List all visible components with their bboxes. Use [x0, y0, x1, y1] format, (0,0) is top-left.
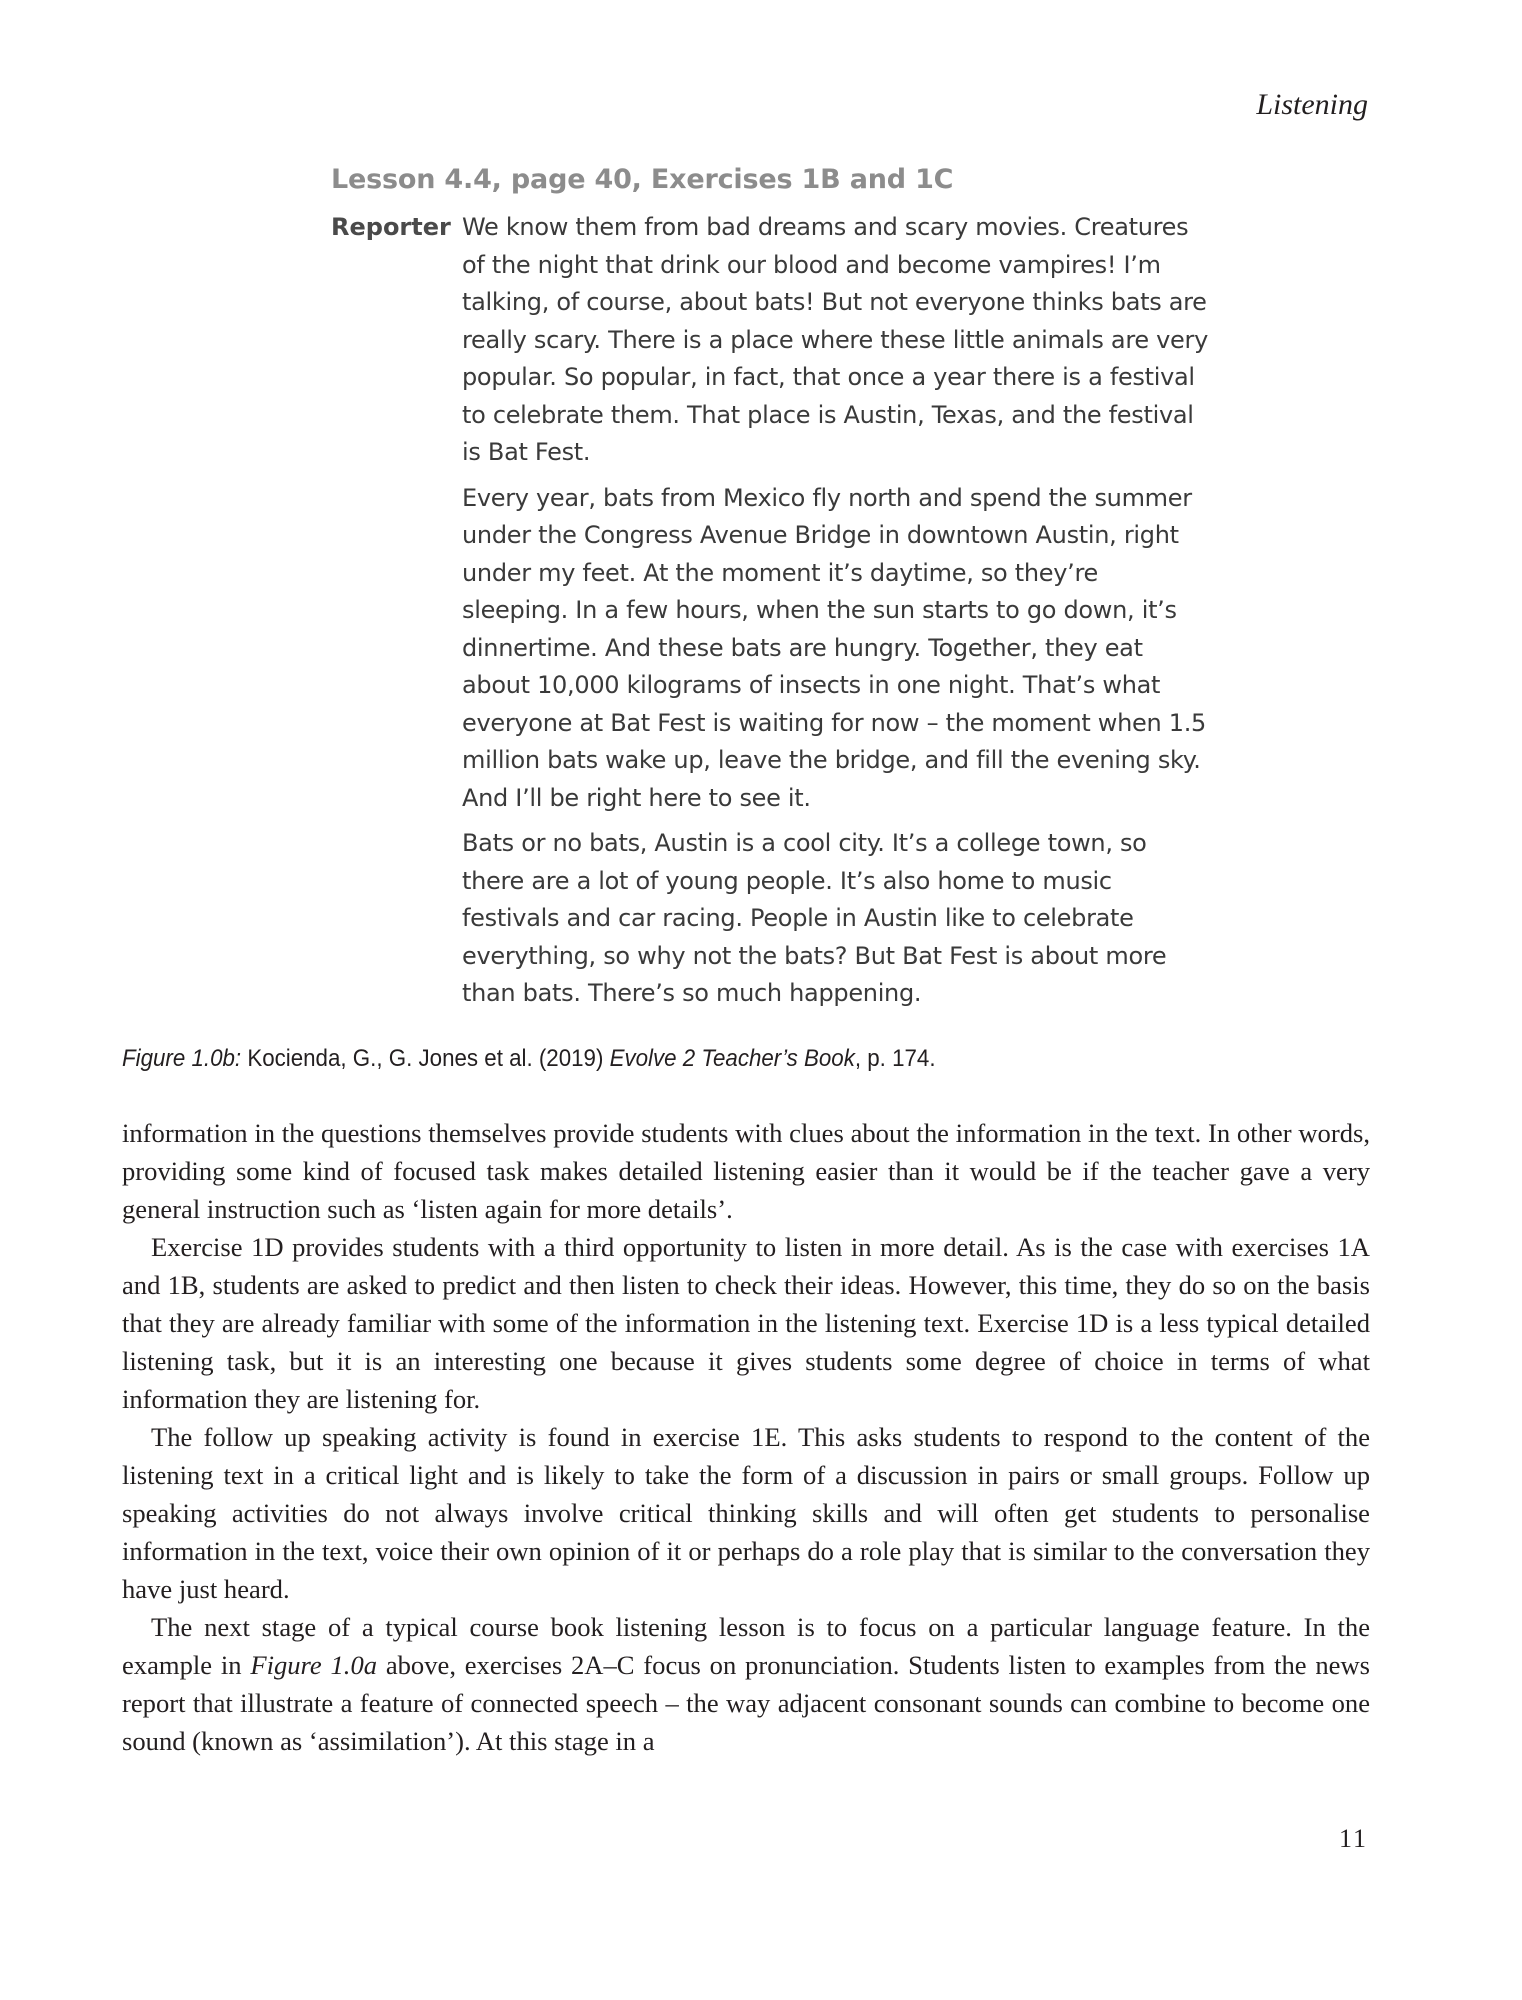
speech-text: [462, 209, 1211, 1021]
running-head: Listening: [1256, 88, 1368, 121]
transcript-paragraph: Bats or no bats, Austin is a cool city. It’s a college town, so there are a lot of young people. It’s also home to music festivals and car racing. People in Austin like to celebrate everything, so why not the bats? But Bat Fest is about more than bats. There’s so much happening.: [462, 829, 1167, 1007]
transcript: [331, 209, 1211, 1021]
caption-label: Figure 1.0b:: [122, 1045, 242, 1072]
body-paragraph: Exercise 1D provides students with a third opportunity to listen in more detail. As is the case with exercises 1A and 1B, students are asked to predict and then listen to check their ideas. However, this time, they do so on the basis that they are already familiar with some of the information in the listening text. Exercise 1D is a less typical detailed listening task, but it is an interesting one because it gives students some degree of choice in terms of what information they are listening for.: [122, 1232, 1370, 1414]
caption-page: , p. 174.: [854, 1045, 936, 1072]
transcript-paragraph: We know them from bad dreams and scary movies. Creatures of the night that drink our blood and become vampires! I’m talking, of course, about bats! But not everyone thinks bats are really scary. There is a place where these little animals are very popular. So popular, in fact, that once a year there is a festival to celebrate them. That place is Austin, Texas, and the festival is Bat Fest.: [462, 213, 1208, 466]
body-paragraph: information in the questions themselves provide students with clues about the information in the text. In other words, providing some kind of focused task makes detailed listening easier than it would be if the teacher gave a very general instruction such as ‘listen again for more details’.: [122, 1118, 1370, 1224]
page-number: 11: [1338, 1824, 1368, 1853]
caption-authors: Kocienda, G., G. Jones et al. (2019): [241, 1045, 610, 1072]
speaker-label: Reporter: [331, 213, 451, 241]
figure-transcript: [331, 164, 1211, 1021]
body-text-run: The next stage of a typical course book listening lesson is to focus on a particular language feature. In the example in: [122, 1612, 1370, 1680]
transcript-paragraph: Every year, bats from Mexico fly north and spend the summer under the Congress Avenue Bridge in downtown Austin, right under my feet. At the moment it’s daytime, so they’re sleeping. In a few hours, when the sun starts to go down, it’s dinnertime. And these bats are hungry. Together, they eat about 10,000 kilograms of insects in one night. That’s what everyone at Bat Fest is waiting for now – the moment when 1.5 million bats wake up, leave the bridge, and fill the evening sky. And I’ll be right here to see it.: [462, 483, 1207, 812]
caption-title: Evolve 2 Teacher’s Book: [609, 1045, 855, 1072]
figure-reference: Figure 1.0a: [250, 1650, 378, 1680]
figure-caption: [122, 1045, 936, 1073]
body-text-run: above, exercises 2A–C focus on pronunciation. Students listen to examples from the news report that illustrate a feature of connected speech – the way adjacent consonant sounds can combine to become one sound (known as ‘assimilation’). At this stage in a: [122, 1650, 1371, 1756]
lesson-heading: Lesson 4.4, page 40, Exercises 1B and 1C: [331, 164, 954, 195]
body-paragraph: [122, 1608, 1370, 1760]
body-text: [122, 1114, 1370, 1760]
body-paragraph: The follow up speaking activity is found in exercise 1E. This asks students to respond to the content of the listening text in a critical light and is likely to take the form of a discussion in pairs or small groups. Follow up speaking activities do not always involve critical thinking skills and will often get students to personalise information in the text, voice their own opinion of it or perhaps do a role play that is similar to the conversation they have just heard.: [122, 1422, 1370, 1604]
